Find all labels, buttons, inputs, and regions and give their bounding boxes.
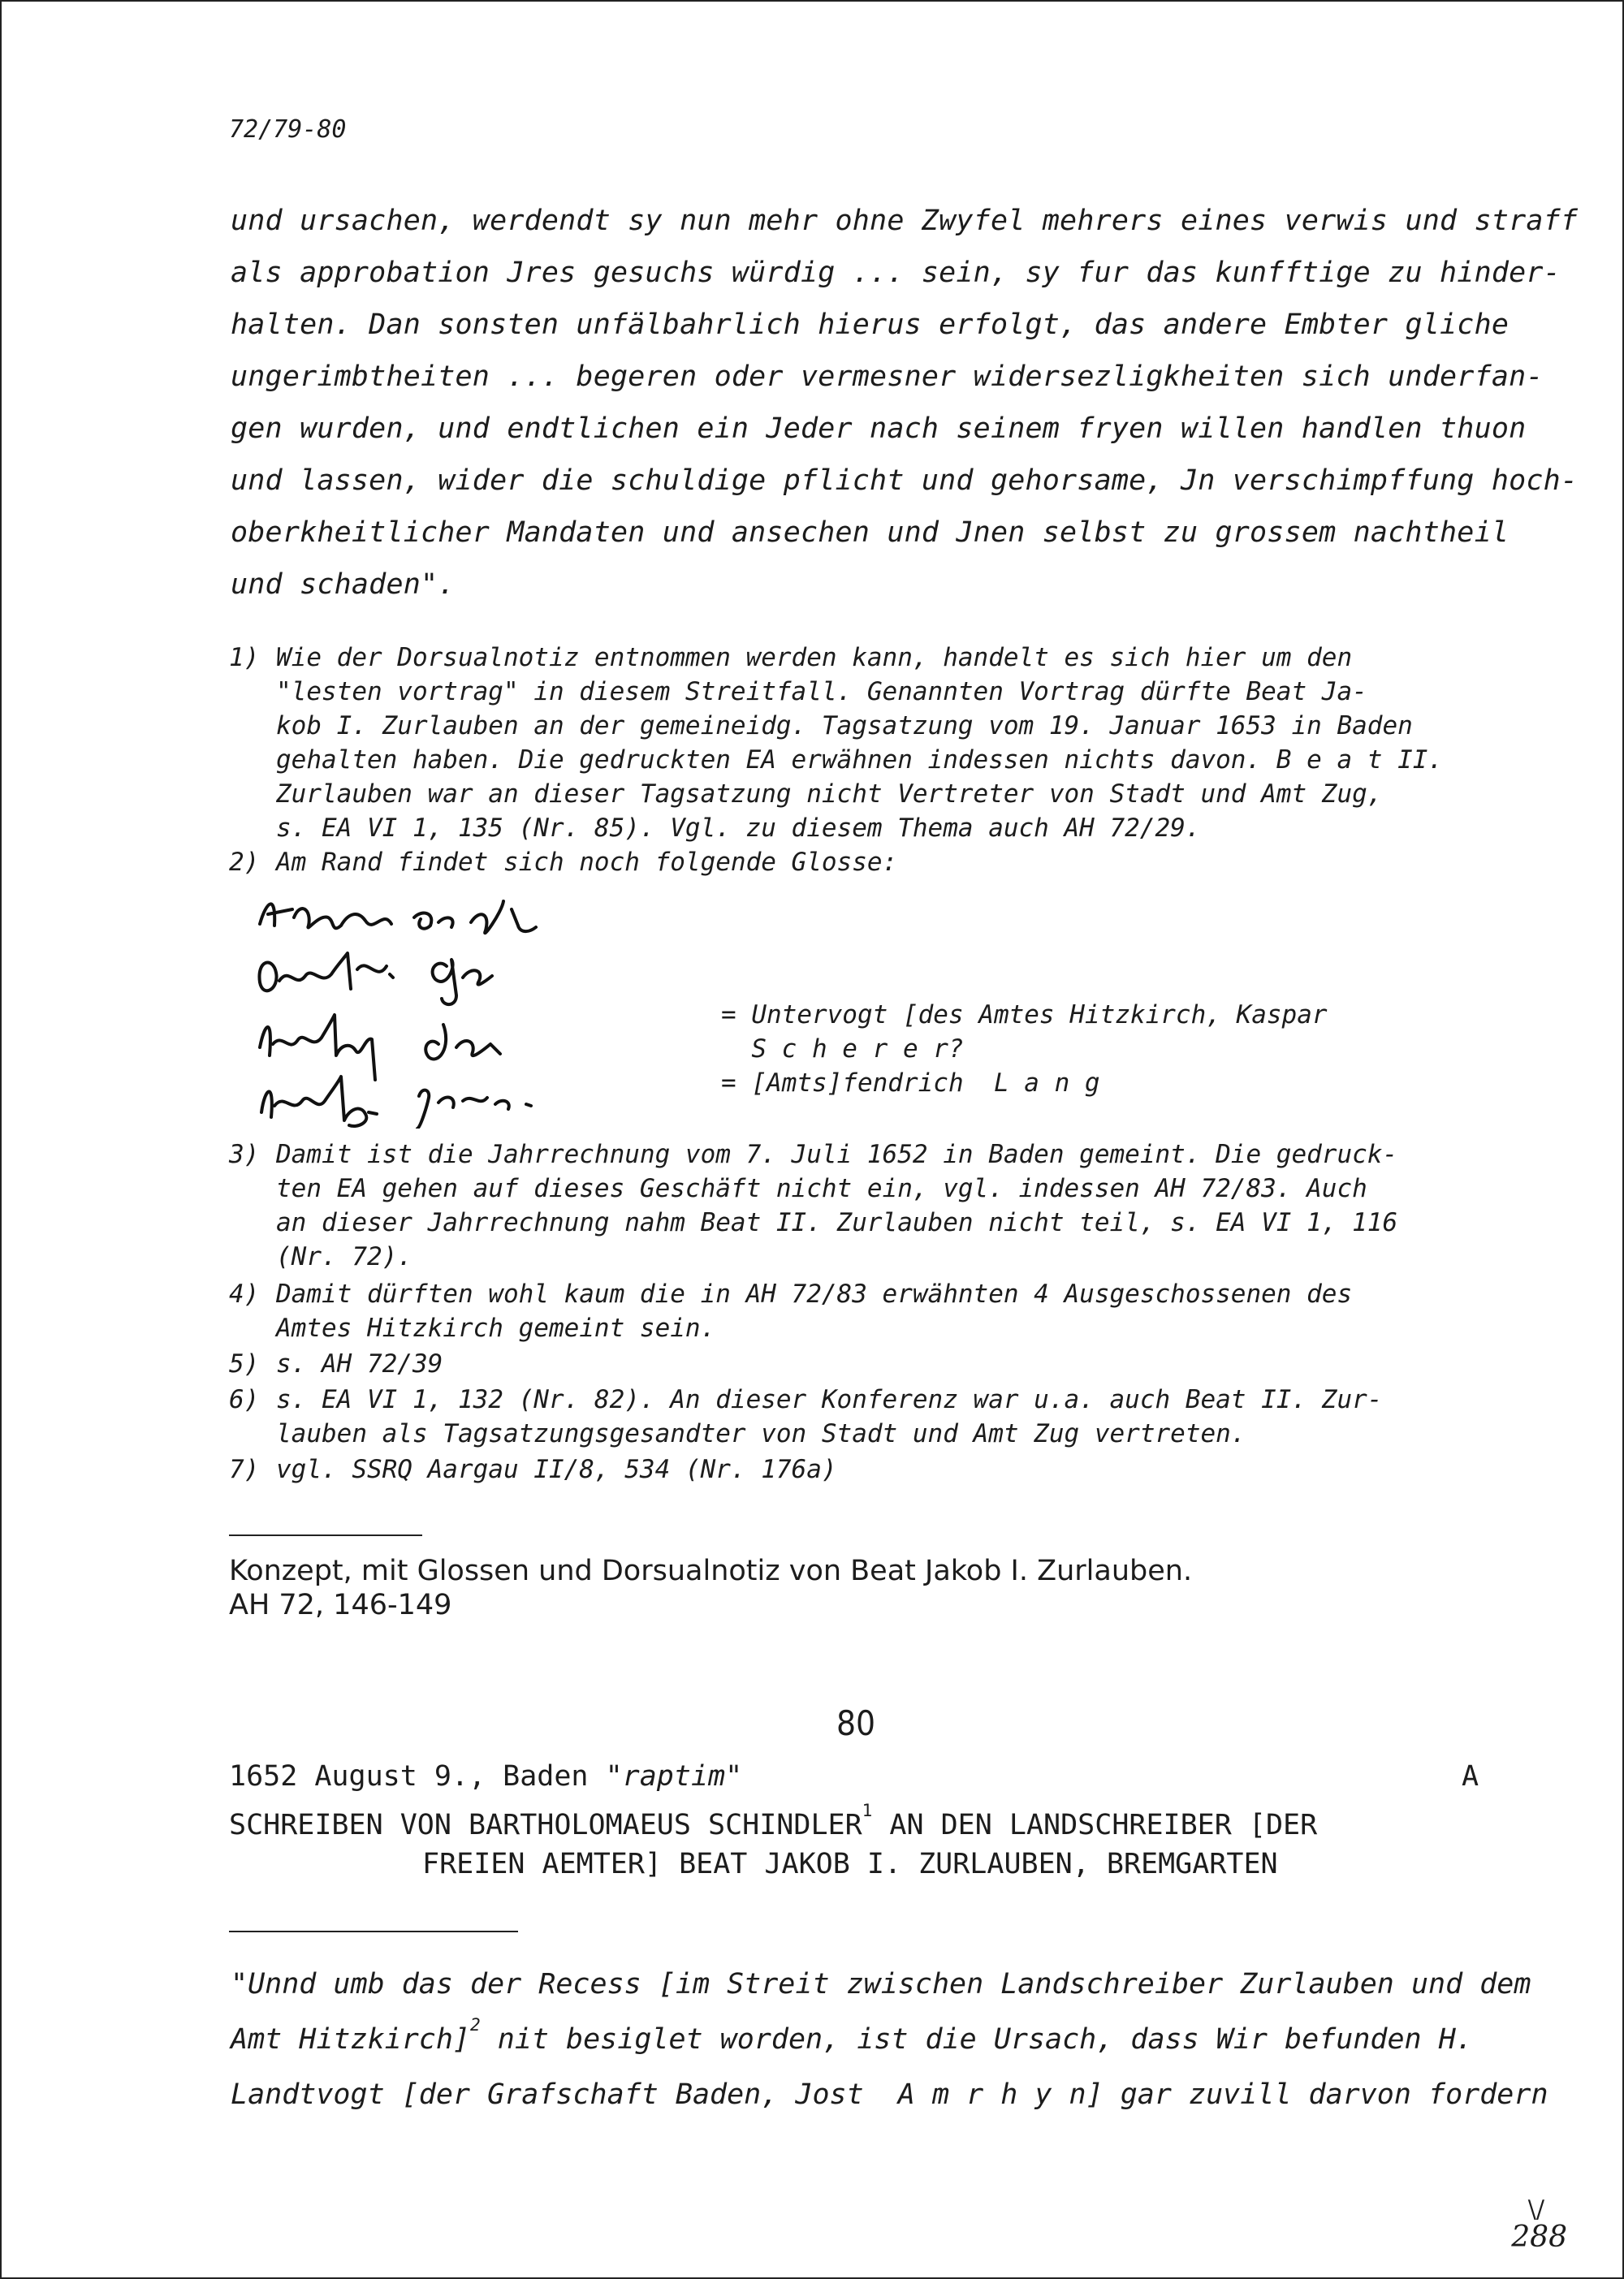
corner-check-mark: \/ (1527, 2195, 1544, 2224)
footnote-3-line: (Nr. 72). (276, 1242, 412, 1271)
footnote-3-line: Damit ist die Jahrrechnung vom 7. Juli 1652 in Baden gemeint. Die gedruck- (276, 1140, 1398, 1169)
footnote-4-number: 4) (229, 1280, 260, 1309)
source-note-line-2 (229, 1589, 451, 1621)
footnote-1-number: 1) (229, 643, 260, 672)
body-line-7: oberkheitlicher Mandaten und ansechen und Jnen selbst zu grossem nachtheil (231, 516, 1510, 549)
heading-divider (229, 1931, 518, 1932)
quote-line-3: Landtvogt [der Grafschaft Baden, Jost A m r h y n] gar zuvill darvon fordern (231, 2078, 1548, 2111)
footnote-5-number: 5) (229, 1349, 260, 1379)
heading-part-2: AN DEN LANDSCHREIBER [DER (872, 1809, 1318, 1841)
body-line-1: und ursachen, werdendt sy nun mehr ohne Zwyfel mehrers eines verwis und straff (231, 205, 1579, 237)
body-line-5: gen wurden, und endtlichen ein Jeder nach seinem fryen willen handlen thuon (231, 412, 1527, 445)
gloss-note-3: = [Amts]fendrich L a n g (721, 1068, 1100, 1098)
body-line-3: halten. Dan sonsten unfälbahrlich hierus erfolgt, das andere Embter gliche (231, 309, 1510, 341)
corner-page-number: 288 (1511, 2221, 1567, 2254)
quote-line-1: "Unnd umb das der Recess [im Streit zwischen Landschreiber Zurlauben und dem (231, 1968, 1531, 2001)
quote-line-2 (231, 2015, 1473, 2056)
footnote-4-line: Damit dürften wohl kaum die in AH 72/83 erwähnten 4 Ausgeschossenen des (276, 1280, 1353, 1309)
footnote-1-line: kob I. Zurlauben an der gemeineidg. Tagsatzung vom 19. Januar 1653 in Baden (276, 711, 1413, 740)
footnote-1-line: Zurlauben war an dieser Tagsatzung nicht Vertreter von Stadt und Amt Zug, (276, 779, 1383, 809)
footnote-3-number: 3) (229, 1140, 260, 1169)
footnote-1-line: gehalten haben. Die gedruckten EA erwähnen indessen nichts davon. B e a t II. (276, 745, 1444, 775)
footnote-1-line: Wie der Dorsualnotiz entnommen werden kann, handelt es sich hier um den (276, 643, 1353, 672)
quote-footnote-marker: 2 (470, 2015, 481, 2035)
quote-part-1: Amt Hitzkirch] (231, 2023, 471, 2056)
gloss-note-1: = Untervogt [des Amtes Hitzkirch, Kaspar (721, 1000, 1328, 1029)
footnote-7-number: 7) (229, 1455, 260, 1484)
document-number: 80 (836, 1703, 876, 1743)
body-line-6: und lassen, wider die schuldige pflicht und gehorsame, Jn verschimpffung hoch- (231, 464, 1579, 497)
body-line-4: ungerimbtheiten ... begeren oder vermesner widersezligkheiten sich underfan- (231, 360, 1544, 393)
footnote-3-line: an dieser Jahrrechnung nahm Beat II. Zurlauben nicht teil, s. EA VI 1, 116 (276, 1208, 1398, 1237)
footnote-5-line: s. AH 72/39 (276, 1349, 443, 1379)
document-heading-line-1 (229, 1801, 1318, 1841)
footnote-6-line: lauben als Tagsatzungsgesandter von Stadt und Amt Zug vertreten. (276, 1419, 1246, 1448)
footnote-6-line: s. EA VI 1, 132 (Nr. 82). An dieser Konferenz war u.a. auch Beat II. Zur- (276, 1385, 1383, 1414)
source-note-line-1 (229, 1555, 1192, 1587)
gloss-note-2: S c h e r e r? (721, 1034, 964, 1064)
document-heading-line-2: FREIEN AEMTER] BEAT JAKOB I. ZURLAUBEN, BREMGARTEN (422, 1848, 1278, 1880)
footnote-2-line: Am Rand findet sich noch folgende Glosse: (276, 848, 898, 877)
handwritten-gloss-image (244, 885, 666, 1129)
quote-part-2: nit besiglet worden, ist die Ursach, dass Wir befunden H. (480, 2023, 1473, 2056)
heading-footnote-marker: 1 (862, 1801, 873, 1820)
footnote-2-number: 2) (229, 848, 260, 877)
date-place: 1652 August 9., Baden (229, 1760, 589, 1793)
section-divider (229, 1534, 422, 1536)
source-note-text: Konzept, mit Glossen und Dorsualnotiz von Beat Jakob I. Zurlauben. (229, 1555, 1193, 1587)
footnote-4-line: Amtes Hitzkirch gemeint sein. (276, 1314, 716, 1343)
document-reference: 72/79-80 (229, 115, 347, 144)
body-line-2: als approbation Jres gesuchs würdig ... sein, sy fur das kunfftige zu hinder- (231, 257, 1561, 289)
source-note-ref: AH 72, 146-149 (229, 1589, 452, 1621)
footnote-1-line: "lesten vortrag" in diesem Streitfall. Genannten Vortrag dürfte Beat Ja- (276, 677, 1367, 706)
footnote-6-number: 6) (229, 1385, 260, 1414)
footnote-3-line: ten EA gehen auf dieses Geschäft nicht ein, vgl. indessen AH 72/83. Auch (276, 1174, 1367, 1203)
document-letter: A (1462, 1760, 1479, 1793)
footnote-7-line: vgl. SSRQ Aargau II/8, 534 (Nr. 176a) (276, 1455, 837, 1484)
date-note: "raptim" (605, 1760, 743, 1793)
footnote-1-line: s. EA VI 1, 135 (Nr. 85). Vgl. zu diesem Thema auch AH 72/29. (276, 814, 1201, 843)
date-line (229, 1760, 742, 1793)
heading-part-1: SCHREIBEN VON BARTHOLOMAEUS SCHINDLER (229, 1809, 862, 1841)
body-line-8: und schaden". (231, 568, 456, 601)
